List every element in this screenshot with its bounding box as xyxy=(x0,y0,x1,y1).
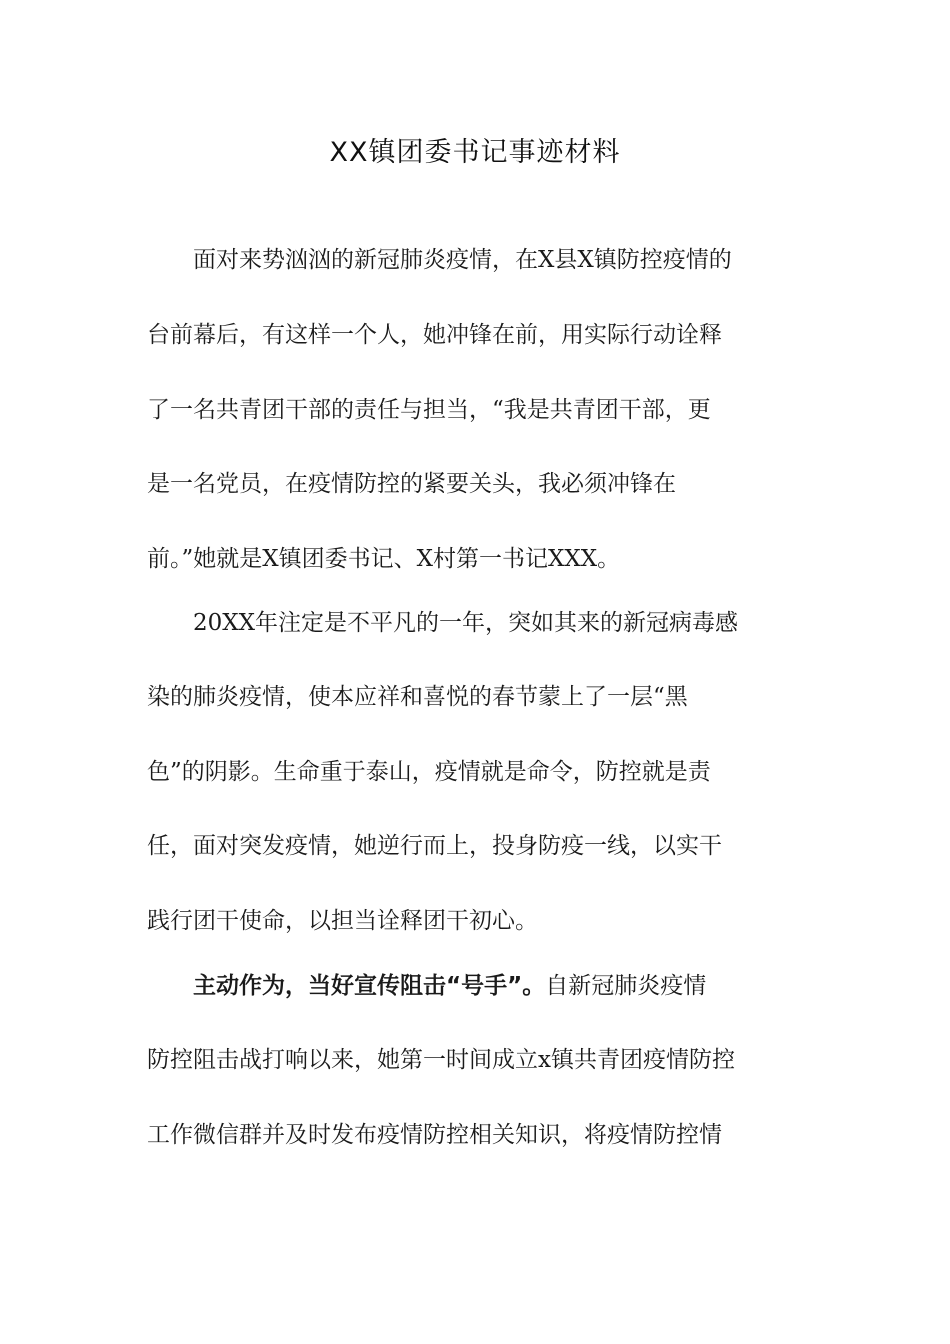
paragraph-line-4: 是一名党员，在疫情防控的紧要关头，我必须冲锋在 xyxy=(147,471,676,497)
section-heading: 主动作为，当好宣传阻击“号手”。 xyxy=(147,973,546,999)
paragraph-line-1: 面对来势汹汹的新冠肺炎疫情，在X县X镇防控疫情的 xyxy=(147,247,732,273)
paragraph-line-13: 工作微信群并及时发布疫情防控相关知识，将疫情防控情 xyxy=(147,1122,722,1148)
paragraph-line-11 xyxy=(147,971,817,1001)
paragraph-line-2: 台前幕后，有这样一个人，她冲锋在前，用实际行动诠释 xyxy=(147,322,722,348)
section-text: 自新冠肺炎疫情 xyxy=(545,973,707,999)
paragraph-line-8: 色”的阴影。生命重于泰山，疫情就是命令，防控就是责 xyxy=(147,759,711,785)
paragraph-line-6: 20XX年注定是不平凡的一年，突如其来的新冠病毒感 xyxy=(147,610,739,636)
paragraph-line-3: 了一名共青团干部的责任与担当，“我是共青团干部，更 xyxy=(147,397,711,423)
paragraph-line-9: 任，面对突发疫情，她逆行而上，投身防疫一线，以实干 xyxy=(147,833,722,859)
paragraph-line-5: 前。”她就是X镇团委书记、X村第一书记XXX。 xyxy=(147,546,621,572)
paragraph-line-10: 践行团干使命，以担当诠释团干初心。 xyxy=(147,908,538,934)
document-title: XX镇团委书记事迹材料 xyxy=(329,137,621,168)
paragraph-line-12: 防控阻击战打响以来，她第一时间成立x镇共青团疫情防控 xyxy=(147,1047,735,1073)
paragraph-line-7: 染的肺炎疫情，使本应祥和喜悦的春节蒙上了一层“黑 xyxy=(147,684,688,710)
